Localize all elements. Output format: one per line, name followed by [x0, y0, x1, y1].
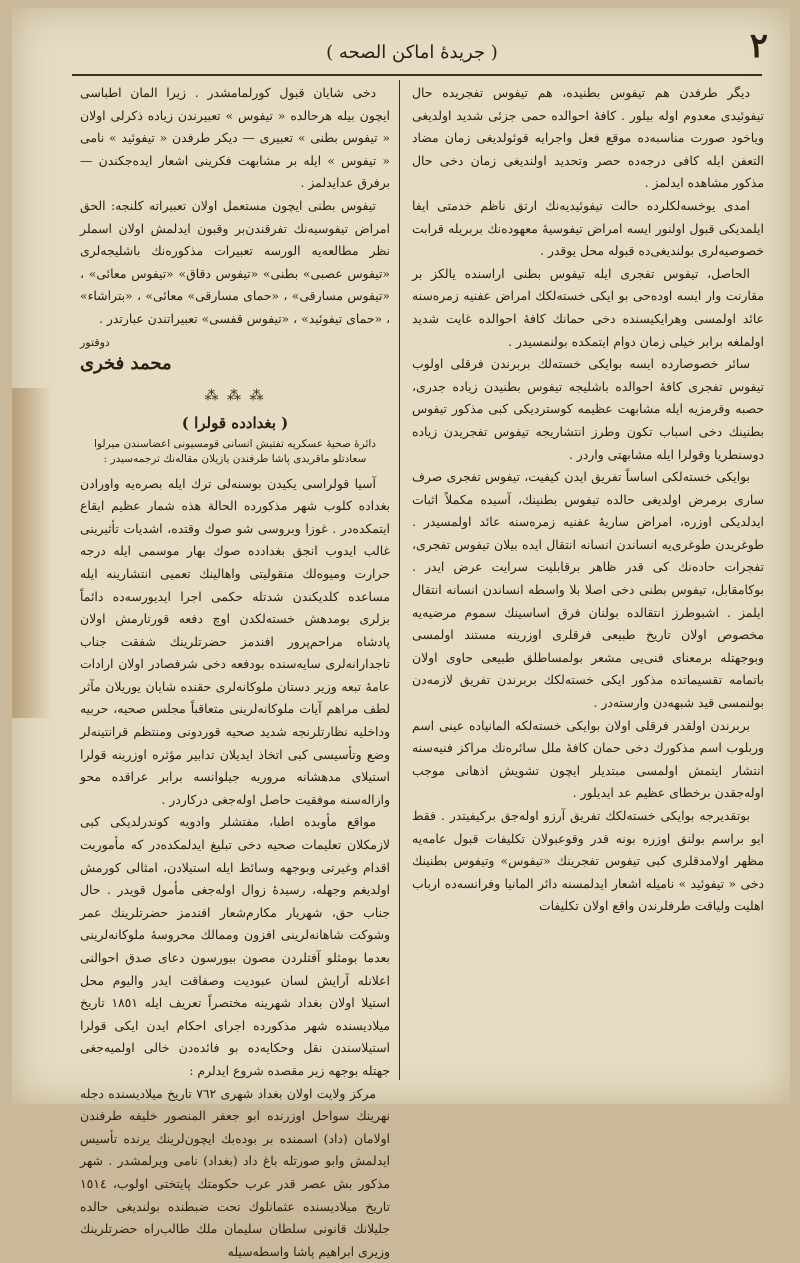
- paragraph: امدی یوخسه‌لکلرده حالت تیفوئیدیه‌نك ارتق ناظم خدمتی ایفا ایلمدیکی قبول اولنور ایسه امراض تیفوسیهٔ معهوده‌نك بربریله قرابت خصوصیه‌لری بولندیغی‌ده قبوله محل یوقدر .: [412, 197, 764, 259]
- signature-name: محمد فخری: [80, 352, 172, 374]
- paragraph: آسیا قولراسی یکیدن بوسنه‌لی ترك ایله بصره‌یه واورادن بغداده کلوب شهر مذکورده الحالة هذه شمار عظیم ایقاع ایتمکده‌در . غوزا وبروسی شو صوك وقتده، اشدیات تأثیرینی غالب ایدوب انجق بغدادده صوك بهار موسمی ایله درجه حرارت ومیوه‌لك منقولیتی واهالینك تعمیی انتشارینه ایله مساعده کلدیکندن شدتله حکمی اجرا ایدیورسه‌ده دائماً بزلری بومدهش خسته‌لکدن اوچ دفعه قورتارمش اولان پادشاه مراحم‌پرور افندمز حضرتلرینك شفقت جناب تاجدارانه‌لری سایه‌سنده بودفعه دخی شرفصادر اولان ارادات عامهٔ تبعه وزیر دستان ملوکانه‌لری حقنده شایان یوریلان مآثر لطف مراهم آیات ملوکانه‌لرینی متعاقباً مجلس صحیه، حربیه وداخلیه نظارتلرنجه شدید صحیه قوردونی ومنتظم قرانتینه‌لر وضع وتأسیسی کبی اتخاذ ایدیلان تدابیر مؤثره اوزرینه قولرا استیلای مدهشانه مروریه جیلوانسه برابر عراقده محو وازاله‌سنه موفقیت حاصل اوله‌جغی درکاردر .: [80, 475, 390, 807]
- signature-label: دوقتور: [80, 335, 110, 349]
- paragraph: دخی شایان قبول کورلمامشدر . زیرا المان اطباسی ایچون بیله هرحالده « تیفوس » تعبیرندن زیاده ذکرلی اولان « تیفوس بطنی » تعبیری — دیکر طرفدن « تیفوئید » نامی « تیفوس » ایله بر مشابهت فکرینی اشعار ایده‌جکندن — برفرق عدایدلمز .: [80, 85, 390, 191]
- header-rule: [72, 74, 762, 76]
- paragraph: بربرندن اولقدر فرقلی اولان بوایکی خسته‌لکه المانیاده عینی اسم وربلوب اسم مذکورك دخی حمان کافهٔ ملل سائره‌نك مراکز فنیه‌سنه انتشار ایتمش اولمسی مبتدیلر ایچون تشویش اذهانی موجب اوله‌جقدن برخطای عظیم عد ایدیلور .: [412, 717, 764, 801]
- paragraph: دیگر طرفدن هم تیفوس بطنیده، هم تیفوس تفجریده حال تیفوئیدی معدوم اوله بیلور . کافهٔ احوالده حمی جزئی شدید اولدیغی وياخود صورت مناسبه‌ده موقع فعل واجرایه قوئولدیغی زمان مضاد التعفن ایله کافی درجه‌ده حصر وتحدید اولندیغی زمان دخی حال مذکور مشاهده ایدلمز .: [412, 85, 764, 191]
- right-column: [412, 82, 764, 1087]
- page-header: [12, 8, 790, 78]
- paper-stain: [12, 388, 52, 718]
- paragraph: مواقع مأوبده اطبا، مفتشلر وادویه کوندرلدیکی کبی لازمکلان تعلیمات صحیه دخی تبلیغ ایدلمکده‌در که مأموریت اقدام وغیرتی وبوجهه وسائط ایله استیلادن، امثالی کورمش اولدیغم وجهله، رسیدهٔ زوال اوله‌جغی مأمول قویدر . حال جناب حق، شهریار مکارم‌شعار افندمز حضرتلرینك عمر وشوکت شاهانه‌لرینی افزون وممالك محروسهٔ ملوکانه‌لرینی بعدما بومثلو آفتلردن مصون بیورسون دعای صدق احوالنی اعلانله آرایش لسان عبودیت وصفاقت ایدر والیوم محل استیلا اولان بغداد شهرینه مختصراً تعریف ایله ١٨٥١ تاریخ میلادیسنده شهر مذکورده اجرای احکام ایدن ایکی قولرا استیلاسندن نقل وحکایه‌ده بو فائده‌دن خالی اولمیه‌جغی جهتله بوجهه زیر مقصده شروع ایدلرم :: [80, 814, 390, 1078]
- paragraph: سائر خصوصارده ایسه بوایکی خسته‌لك بربرندن فرقلی اولوب تیفوس تفجری کافهٔ احوالده باشلیجه تیفوس بطنیدن زیاده جدری، حصبه وقرمزیه ایله مشابهت عظیمه کوستردیکی کبی مذکور تیفوس بطنینك دخی اسباب تکون وطرز انتشاریجه تیفوس تفجریدن زیاده دوسنطریا وقولرا ایله مشابهتی واردر .: [412, 356, 764, 462]
- section-subtitle: دائرهٔ صحیهٔ عسکریه تفتیش انسانی قومسیونی اعضاسندن میرلوا سعادتلو ماقریدی پاشا طرفندن یازیلان مقاله‌نك ترجمه‌سیدر :: [94, 437, 376, 465]
- page-number: ۲: [749, 26, 768, 66]
- section-title: ( بغدادده قولرا ): [181, 413, 289, 432]
- paragraph: الحاصل، تیفوس تفجری ایله تیفوس بطنی اراسنده یالکز بر مقارنت وار ایسه اوده‌حی بو ایکی خسته‌لکك امراض عفنیه زمره‌سنه عائد اولمسی وهرایکیسنده دخی حمانك کافهٔ احوالده غایت شدید اولملغه برابر خیلی زمان دوام ایتمکده بولنمسیدر .: [412, 265, 764, 349]
- journal-title: ( جریدهٔ اماکن الصحه ): [326, 42, 498, 63]
- ornamental-divider: ⁂ ⁂ ⁂: [204, 387, 266, 404]
- newspaper-page: [12, 8, 790, 1259]
- paragraph: بوتقدیرجه بوایکی خسته‌لکك تفریق آرزو اوله‌جق برکیفیتدر . فقط ایو براسم بولنق اوزره بونه قدر وقوعبولان تکلیفات قبول عامه‌یه مظهر اولامدقلری کبی تیفوس تفجرینك «تیفوس» وتیفوس بطنینك دخی « تیفوئید » نامیله اشعار ایدلمسنه دائر المانیا وفرانسه‌ده ارباب اهلیت ولیاقت طرفلرندن واقع اولان تکلیفات: [412, 808, 764, 914]
- column-divider: [399, 80, 400, 1080]
- paragraph: بوایکی خسته‌لکی اساساً تفریق ایدن کیفیت، تیفوس تفجری صرف ساری برمرض اولدیغی حالده تیفوس بطنینك، آسیده مکملاً اثبات ایدلدیکی اوزره، امراض ساریهٔ عفنیه زمره‌سنه عائد اولمسیدر . طوغریدن طوغری‌یه انساندن انسانه انتقال ایده بیلان تیفوس تفجری، تفجرات حاده‌نك کی قدر ظاهر برقابلیت سرایت عرض ایدر . بوکامقابل، تیفوس بطنی دخی اصلا بلا واسطه انساندن انسانه انتقال ایلمز . اشبوطرز انتقالده بولنان فرق اساسینك سموم مرضیه‌یه مخصوص اولان تاریخ طبیعی فرقلری اوزرینه مستند اولمسی وبوجهتله برمعنای فنی‌یی مشعر بولمساطلق طبیعی حاوی اولان باتمامه تقسیماتده مذکور ایکی خسته‌لکك بربرندن تفریق لازمه‌دن بولنمسی قید شبهه‌دن وارسته‌در .: [412, 469, 764, 711]
- left-column: [80, 82, 390, 1259]
- paragraph: مرکز ولایت اولان بغداد شهری ٧٦٢ تاریخ میلادیسنده دجله نهرینك سواحل اوزرنده ابو جعفر المنصور خلیفه طرفندن اولامان (داد) اسمنده بر بوده‌بك ایچون‌لرینك یرنده تأسیس ایدلمش وابو صورتله باغ داد (بغداد) نامی ویرلمشدر . شهر مذکور بش عصر قدر عرب حکومتك پایتختی اولوب، ١٥١٤ تاریخ میلادیسنده عثمانلو‌ك تحت ضبطنده بولندیغی حالده جلیلانك قانونی سلطان سلیمان ملك طالب‌راه حضرتلرینك وزیری ابراهیم پاشا واسطه‌سیله: [80, 1085, 390, 1259]
- paragraph: تیفوس بطنی ایچون مستعمل اولان تعبیراته کلنجه: الحق امراض تیفوسیه‌نك تفرقندن‌بر وقبون ایدلمش اولان اسملر نظر مطالعه‌یه الورسه تعبیرات مذکوره‌نك باشلیجه‌لری «تیفوس عصبی» بطنی» «تیفوس دقاق» «تیفوس معائی» ، «تیفوس مسارقی» ، «حمای مسارقی» معائی» ، «بتراشاء» ، «حمای تیفوئید» ، «تیفوس قفسی» تعبیراتندن عبارتدر .: [80, 197, 390, 326]
